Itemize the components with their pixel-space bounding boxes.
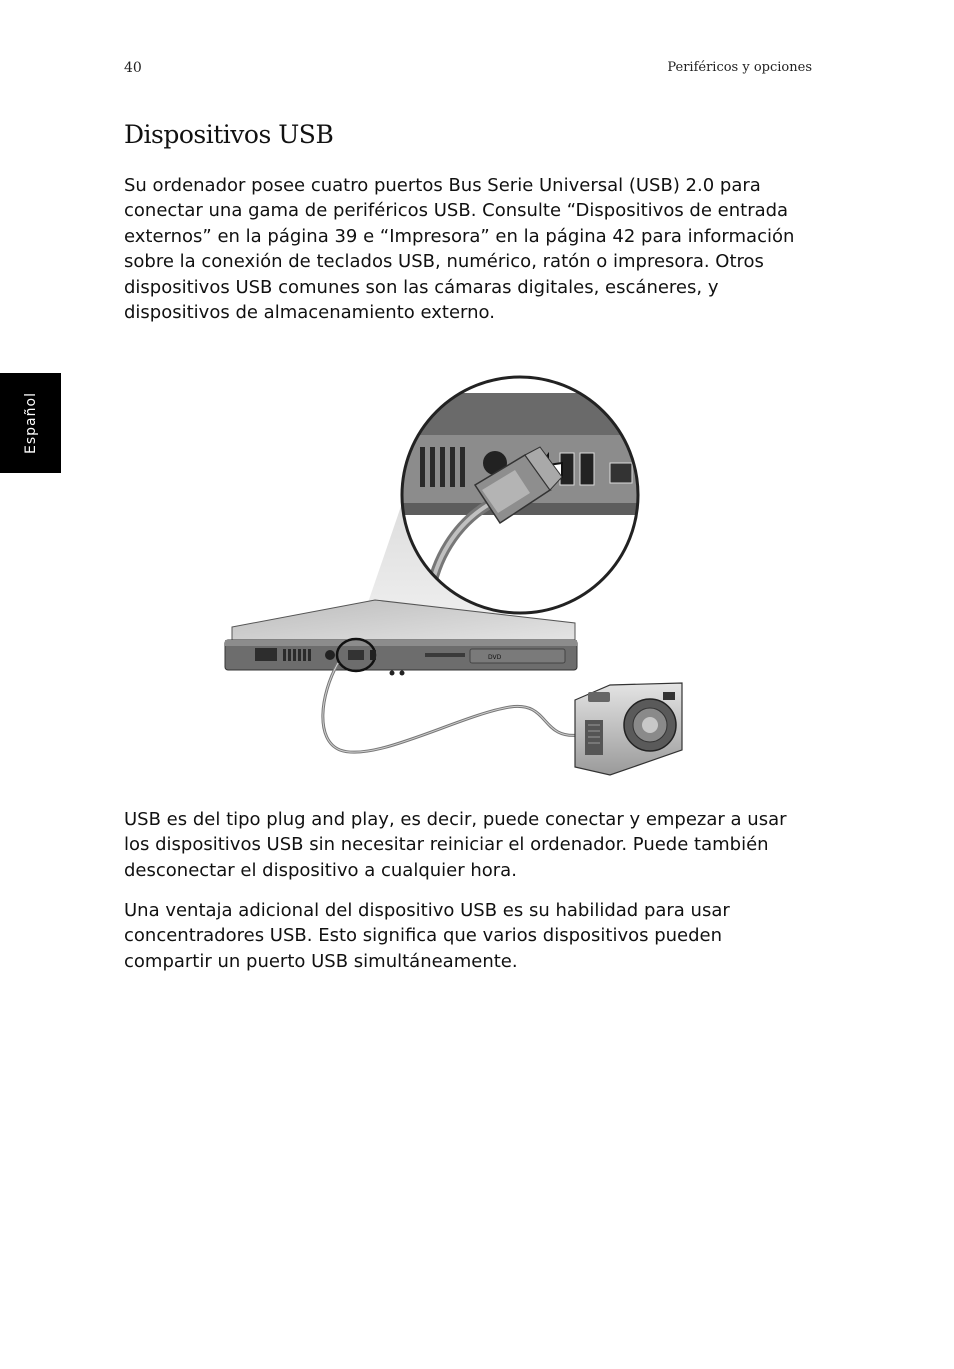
language-side-tab-label: Español <box>23 392 39 454</box>
laptop-usb-camera-illustration <box>170 355 770 785</box>
page-number: 40 <box>124 60 142 76</box>
running-header: Periféricos y opciones <box>667 60 812 75</box>
usb-hub-paragraph: Una ventaja adicional del dispositivo USB es su habilidad para usar concentradores USB. Esto significa que varios dispositivos pueden compartir un puerto USB simultáneamente. <box>124 900 730 972</box>
intro-paragraph: Su ordenador posee cuatro puertos Bus Serie Universal (USB) 2.0 para conectar una gama de periféricos USB. Consulte “Dispositivos de entrada externos” en la página 39 e “Impresora” en la página 42 para información sobre la conexión de teclados USB, numérico, ratón o impresora. Otros dispositivos USB comunes son las cámaras digitales, escáneres, y dispositivos de almacenamiento externo. <box>124 175 795 324</box>
digital-camera <box>575 683 682 775</box>
plug-and-play-paragraph: USB es del tipo plug and play, es decir, puede conectar y empezar a usar los dispositivos USB sin necesitar reiniciar el ordenador. Puede también desconectar el dispositivo a cualquier hora. <box>124 809 787 881</box>
section-title: Dispositivos USB <box>124 120 334 149</box>
usb-cable <box>323 663 580 752</box>
dvd-label: DVD <box>488 654 502 661</box>
